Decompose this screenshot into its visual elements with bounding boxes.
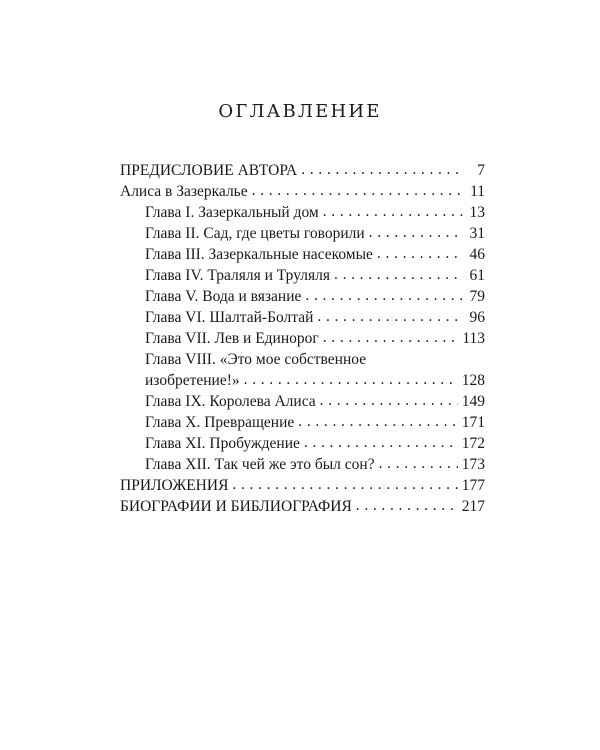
toc-entry bbox=[120, 391, 485, 412]
toc-entry-page: 31 bbox=[469, 225, 485, 242]
toc-leader-dots bbox=[379, 453, 458, 474]
toc-leader-dots bbox=[334, 264, 463, 285]
toc-entry bbox=[120, 265, 485, 286]
toc-entry-label: Глава I. Зазеркальный дом bbox=[145, 204, 319, 221]
toc-entry-label: Глава IV. Траляля и Труляля bbox=[145, 267, 331, 284]
toc-leader-dots bbox=[298, 411, 457, 432]
toc-entry bbox=[120, 349, 485, 370]
toc-leader-dots bbox=[320, 390, 458, 411]
toc-leader-dots bbox=[369, 222, 463, 243]
toc-entry bbox=[120, 475, 485, 496]
toc-entry-page: 171 bbox=[461, 414, 485, 431]
toc-entry bbox=[120, 328, 485, 349]
toc-entry-page: 96 bbox=[469, 309, 485, 326]
toc-entry-label: Алиса в Зазеркалье bbox=[120, 183, 248, 200]
toc-leader-dots bbox=[304, 432, 458, 453]
toc-entry-label: Глава VII. Лев и Единорог bbox=[145, 330, 319, 347]
toc-leader-dots bbox=[323, 327, 459, 348]
toc-entry-label: Глава II. Сад, где цветы говорили bbox=[145, 225, 365, 242]
toc-entry-page: 46 bbox=[469, 246, 485, 263]
toc-entry bbox=[120, 181, 485, 202]
toc-entry-page: 113 bbox=[462, 330, 485, 347]
toc-entry-label: ПРИЛОЖЕНИЯ bbox=[120, 477, 229, 494]
toc-entry bbox=[120, 496, 485, 517]
toc-entry-page: 149 bbox=[461, 393, 485, 410]
toc-entry bbox=[120, 433, 485, 454]
toc-entry-label: БИОГРАФИИ И БИБЛИОГРАФИЯ bbox=[120, 498, 352, 515]
toc-entry-label: Глава VIII. «Это мое собственное bbox=[145, 351, 367, 368]
toc-entry bbox=[120, 223, 485, 244]
toc-entry bbox=[120, 412, 485, 433]
toc-entry-label: Глава VI. Шалтай-Болтай bbox=[145, 309, 314, 326]
toc-entry-page: 177 bbox=[461, 477, 485, 494]
toc-entry-label: Глава IX. Королева Алиса bbox=[145, 393, 316, 410]
toc-leader-dots bbox=[356, 495, 458, 516]
toc-entry-label: ПРЕДИСЛОВИЕ АВТОРА bbox=[120, 162, 298, 179]
page-title: ОГЛАВЛЕНИЕ bbox=[218, 101, 382, 122]
toc-entry-page: 172 bbox=[461, 435, 485, 452]
toc-entry-label: изобретение!» bbox=[145, 372, 240, 389]
toc-entry bbox=[120, 286, 485, 307]
toc-leader-dots bbox=[305, 285, 463, 306]
toc-entry bbox=[120, 160, 485, 181]
toc-leader-dots bbox=[232, 474, 457, 495]
toc-entry-page: 79 bbox=[469, 288, 485, 305]
toc-leader-dots bbox=[317, 306, 463, 327]
toc-entry-page: 61 bbox=[469, 267, 485, 284]
toc-entry bbox=[120, 370, 485, 391]
toc-entry-page: 217 bbox=[461, 498, 485, 515]
toc-leader-dots bbox=[301, 159, 463, 180]
toc-entry-page: 11 bbox=[470, 183, 485, 200]
toc-entry-page: 173 bbox=[461, 456, 485, 473]
toc-entry bbox=[120, 454, 485, 475]
toc-entry-page: 7 bbox=[477, 162, 485, 179]
toc-entry-page: 128 bbox=[461, 372, 485, 389]
toc-leader-dots bbox=[377, 243, 463, 264]
toc-leader-dots bbox=[323, 201, 463, 222]
toc-leader-dots bbox=[244, 369, 458, 390]
toc-entry-label: Глава X. Превращение bbox=[145, 414, 295, 431]
toc-entry-label: Глава XII. Так чей же это был сон? bbox=[145, 456, 375, 473]
toc-entry-page: 13 bbox=[469, 204, 485, 221]
toc-entry-label: Глава V. Вода и вязание bbox=[145, 288, 302, 305]
toc-entry-label: Глава III. Зазеркальные насекомые bbox=[145, 246, 373, 263]
table-of-contents bbox=[120, 160, 485, 517]
toc-entry bbox=[120, 202, 485, 223]
toc-entry-label: Глава XI. Пробуждение bbox=[145, 435, 300, 452]
toc-entry bbox=[120, 307, 485, 328]
toc-leader-dots bbox=[252, 180, 463, 201]
toc-entry bbox=[120, 244, 485, 265]
